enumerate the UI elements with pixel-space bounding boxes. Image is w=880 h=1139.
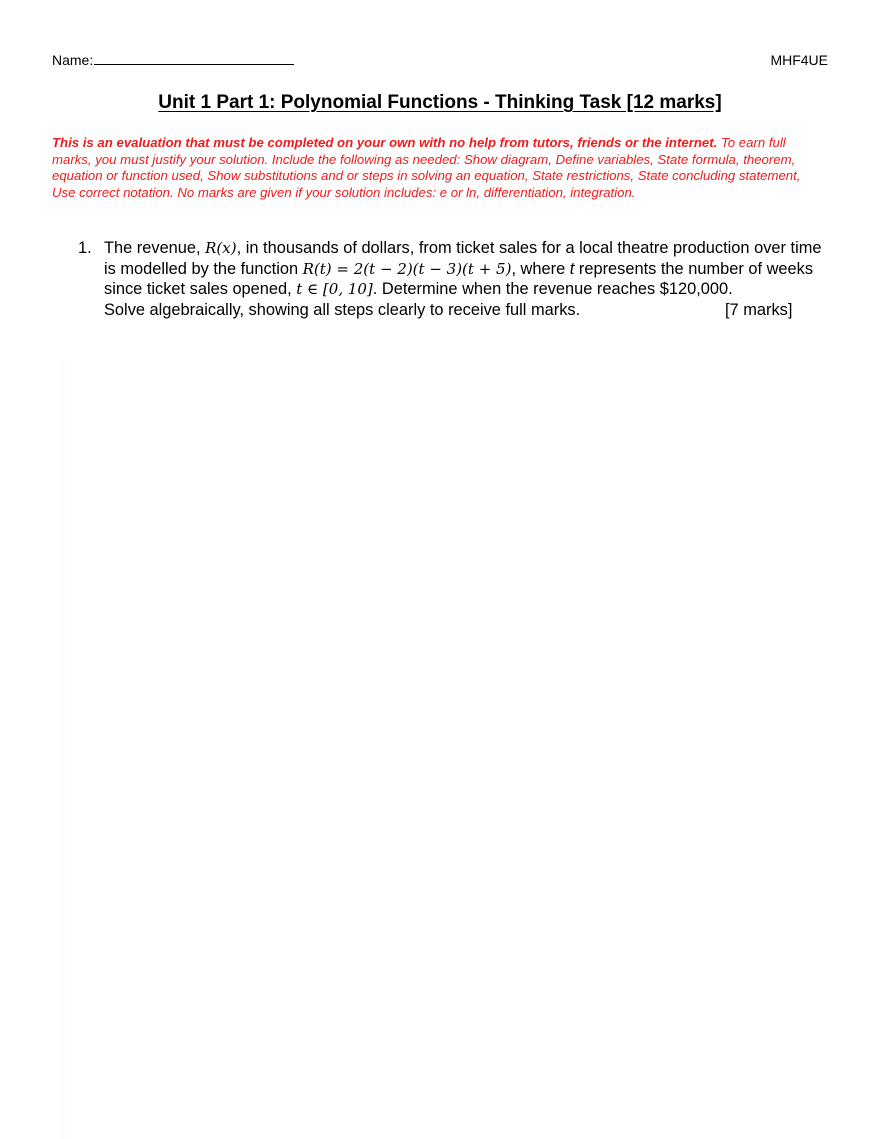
name-label: Name:: [52, 52, 94, 68]
question-text-part: represents the number of weeks since ticket sales opened,: [104, 259, 814, 298]
math-expression-revenue: R(x): [205, 239, 237, 257]
question-body: [104, 238, 834, 320]
evaluation-instructions: [52, 135, 812, 201]
question-text-part: , where: [511, 259, 570, 278]
course-code: MHF4UE: [770, 52, 828, 68]
page-margin-shade: [60, 360, 66, 1139]
solve-instruction: Solve algebraically, showing all steps clearly to receive full marks.: [104, 300, 581, 319]
instructions-body: To earn full marks, you must justify your solution. Include the following as needed: Show diagram, Define variables, State formula, theorem, equation or function used, Show substitutions and or steps in solving an equation, State restrictions, State concluding statement, Use correct notation. No marks are given if your solution includes: e or ln, differentiation, integration.: [52, 135, 801, 200]
worksheet-header: [52, 52, 828, 72]
question-text-part: The revenue,: [104, 239, 206, 257]
math-expression-function: R(t) = 2(t − 2)(t − 3)(t + 5): [302, 259, 512, 278]
name-field: [52, 52, 294, 68]
question-text-part: , in thousands of dollars, from ticket sales for a local theatre production over time is modelled by the function: [104, 239, 822, 278]
question-text-part: . Determine when the revenue reaches $120,000.: [372, 280, 733, 298]
question-number: 1.: [78, 239, 92, 257]
math-expression-domain: t ∈ [0, 10]: [296, 280, 373, 298]
name-blank-line: [94, 52, 294, 65]
instructions-warning: This is an evaluation that must be completed on your own with no help from tutors, friends or the internet.: [52, 135, 718, 150]
solve-instruction-line: [104, 300, 834, 321]
variable-t: t: [569, 259, 575, 278]
question-marks: [7 marks]: [725, 300, 793, 319]
page-title: Unit 1 Part 1: Polynomial Functions - Thinking Task [12 marks]: [158, 92, 722, 113]
